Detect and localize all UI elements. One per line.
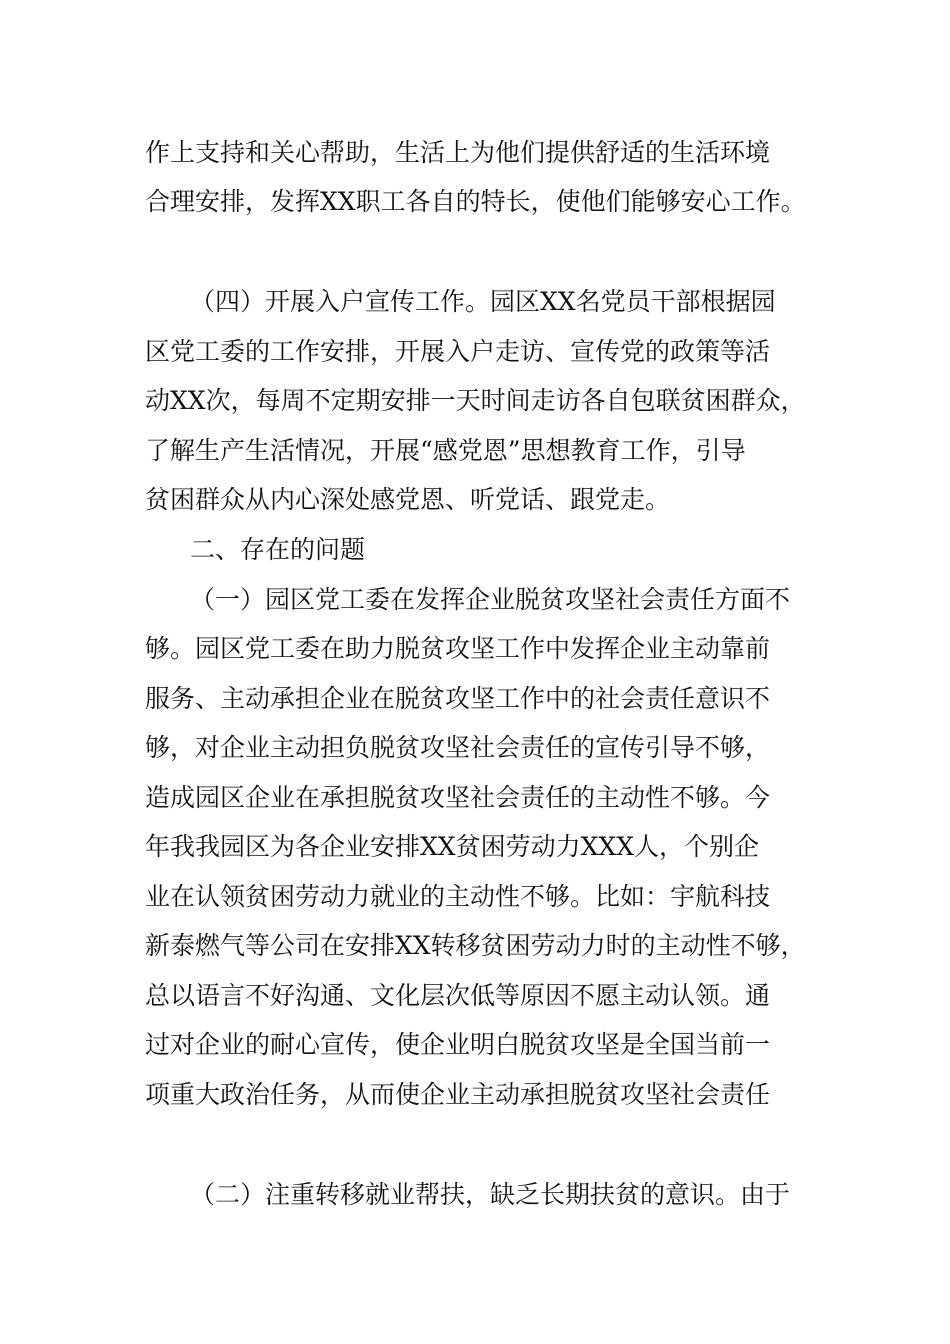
paragraph-line: 年我我园区为各企业安排XX贫困劳动力XXX人，个别企 [145,832,759,861]
section-heading-line: （四）开展入户宣传工作。园区XX名党员干部根据园 [190,287,776,316]
section-title: 二、存在的问题 [190,535,366,564]
paragraph-line: 了解生产生活情况，开展“感党恩”思想教育工作，引导 [145,436,746,465]
paragraph-line: 贫困群众从内心深处感党恩、听党话、跟党走。 [145,485,671,514]
paragraph-line: 合理安排，发挥XX职工各自的特长，使他们能够安心工作。 [145,187,806,216]
paragraph-line: 业在认领贫困劳动力就业的主动性不够。比如：宇航科技 [145,882,771,911]
section-heading-line: （一）园区党工委在发挥企业脱贫攻坚社会责任方面不 [190,585,791,614]
paragraph-line: 总以语言不好沟通、文化层次低等原因不愿主动认领。通 [145,981,771,1010]
paragraph-line: 项重大政治任务，从而使企业主动承担脱贫攻坚社会责任 [145,1080,771,1109]
paragraph-line: 作上支持和关心帮助，生活上为他们提供舒适的生活环境 [145,138,771,167]
paragraph-line: 动XX次，每周不定期安排一天时间走访各自包联贫困群众， [145,386,806,415]
paragraph-line: 造成园区企业在承担脱贫攻坚社会责任的主动性不够。今 [145,783,771,812]
paragraph-line: 够。园区党工委在助力脱贫攻坚工作中发挥企业主动靠前 [145,634,771,663]
paragraph-line: 过对企业的耐心宣传，使企业明白脱贫攻坚是全国当前一 [145,1030,771,1059]
paragraph-line: 区党工委的工作安排，开展入户走访、宣传党的政策等活 [145,337,771,366]
paragraph-line: 新泰燃气等公司在安排XX转移贫困劳动力时的主动性不够， [145,931,806,960]
paragraph-line: 够，对企业主动担负脱贫攻坚社会责任的宣传引导不够， [145,733,771,762]
paragraph-line: 服务、主动承担企业在脱贫攻坚工作中的社会责任意识不 [145,684,771,713]
section-heading-line: （二）注重转移就业帮扶，缺乏长期扶贫的意识。由于 [190,1180,791,1209]
